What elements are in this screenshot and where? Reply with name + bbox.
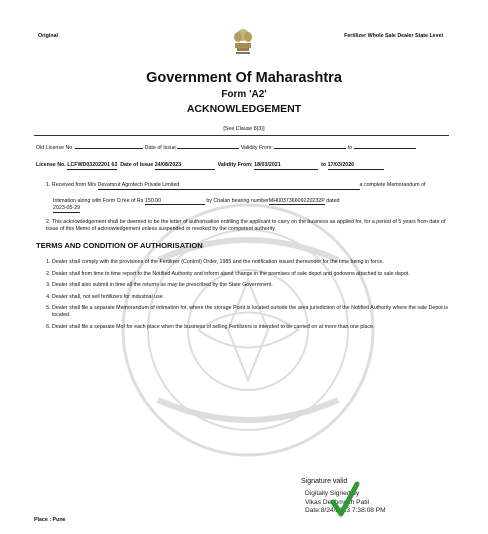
date-issue-value: 24/08/2023	[155, 162, 215, 170]
signed-by-label: Digitally Signed by	[305, 490, 360, 497]
clause-reference: [See Clause 8(3)]	[223, 126, 265, 132]
acknowledgement-title: ACKNOWLEDGEMENT	[186, 103, 302, 115]
firm-name: Devamrut Agrotech Private Limited	[98, 182, 360, 190]
signature-date: Date:8/24/2023 7:38:08 PM	[305, 507, 386, 515]
complete-memorandum-label: a complete Memorandum of	[359, 182, 426, 188]
old-license-value	[75, 148, 143, 149]
validity-from-value: 18/03/2021	[254, 162, 318, 170]
validity-label: Validity From:	[217, 162, 253, 168]
old-license-label: Old License No.	[36, 145, 74, 151]
received-from-label: 1. Received from M/s	[46, 182, 97, 188]
term-item: 4. Dealer shall, not sell fertilizers for industrial use.	[52, 294, 462, 301]
old-license-row	[36, 145, 416, 152]
old-date-issue-label: Date of Issue	[144, 145, 176, 151]
received-paragraph	[46, 182, 446, 213]
term-item: 3. Dealer shall also submit in time all the returns as may be prescribed by the State Government.	[52, 282, 462, 289]
term-item: 1. Dealer shall comply with the provisions of the Fertilizer (Control) Order, 1985 and the notification issued thereunder for the time being in force.	[52, 259, 462, 266]
term-item: 5. Dealer shall file a separate Memorandum of intimation for, where the storage Point is located outside the area jurisdiction of the Notified Authority where the sale Depot is located.	[52, 305, 462, 318]
state-emblem-icon	[232, 26, 254, 58]
place-label: Place : Pune	[34, 517, 66, 523]
government-title: Government Of Maharashtra	[146, 70, 342, 86]
term-item: 6. Dealer shall file a separate MoI for each place when the business of selling Fertilizers is intended to be carried on at more than one place.	[52, 324, 462, 331]
license-row	[36, 162, 384, 170]
dated-label: dated	[326, 197, 340, 204]
intimation-label: Intimation along with Form O,fee of Rs	[53, 197, 144, 204]
signature-valid-label: Signature valid	[301, 478, 348, 485]
old-to-label: to	[347, 145, 353, 151]
challan-number: MH003736609220232P	[268, 197, 325, 204]
license-label: License No.	[36, 162, 66, 168]
check-mark-icon	[330, 480, 360, 520]
old-to-value	[354, 148, 416, 149]
term-item: 2. Dealer shall from time to time report to the Notified Authority and inform about change in the premises of sale depot and godowns attached to sale depot.	[52, 271, 462, 278]
signer-name: Vikas Deshmukh Patil	[305, 498, 370, 506]
terms-list	[39, 259, 462, 335]
challan-label: by Chalan bearing number	[206, 197, 269, 204]
license-number: LCFWD03202201 63	[67, 162, 118, 168]
title-divider	[34, 135, 449, 136]
acknowledgement-paragraph: 2. This acknowledgement shall be deemed to be the letter of authorisation entitling the applicant to carry on the business as applied for, for a period of 5 years from date of issue of this Memo of acknowledgement unless suspended or revoked by the competent authority.	[46, 219, 446, 232]
date-issue-label: Date of Issue	[120, 162, 154, 168]
challan-date: 2023-05-29	[53, 205, 81, 212]
to-label: to	[321, 162, 327, 168]
license-level-label: Fertilizer Whole Sale Dealer State Level	[344, 33, 443, 39]
terms-heading: TERMS AND CONDITION OF AUTHORISATION	[36, 241, 203, 250]
original-label: Original	[38, 33, 59, 39]
validity-to-value: 17/03/2026	[328, 162, 384, 170]
fee-value: 150.00	[145, 198, 205, 206]
old-validity-value	[274, 148, 346, 149]
old-date-issue-value	[177, 148, 239, 149]
form-title: Form 'A2'	[221, 89, 267, 100]
old-validity-label: Validity From:	[240, 145, 273, 151]
